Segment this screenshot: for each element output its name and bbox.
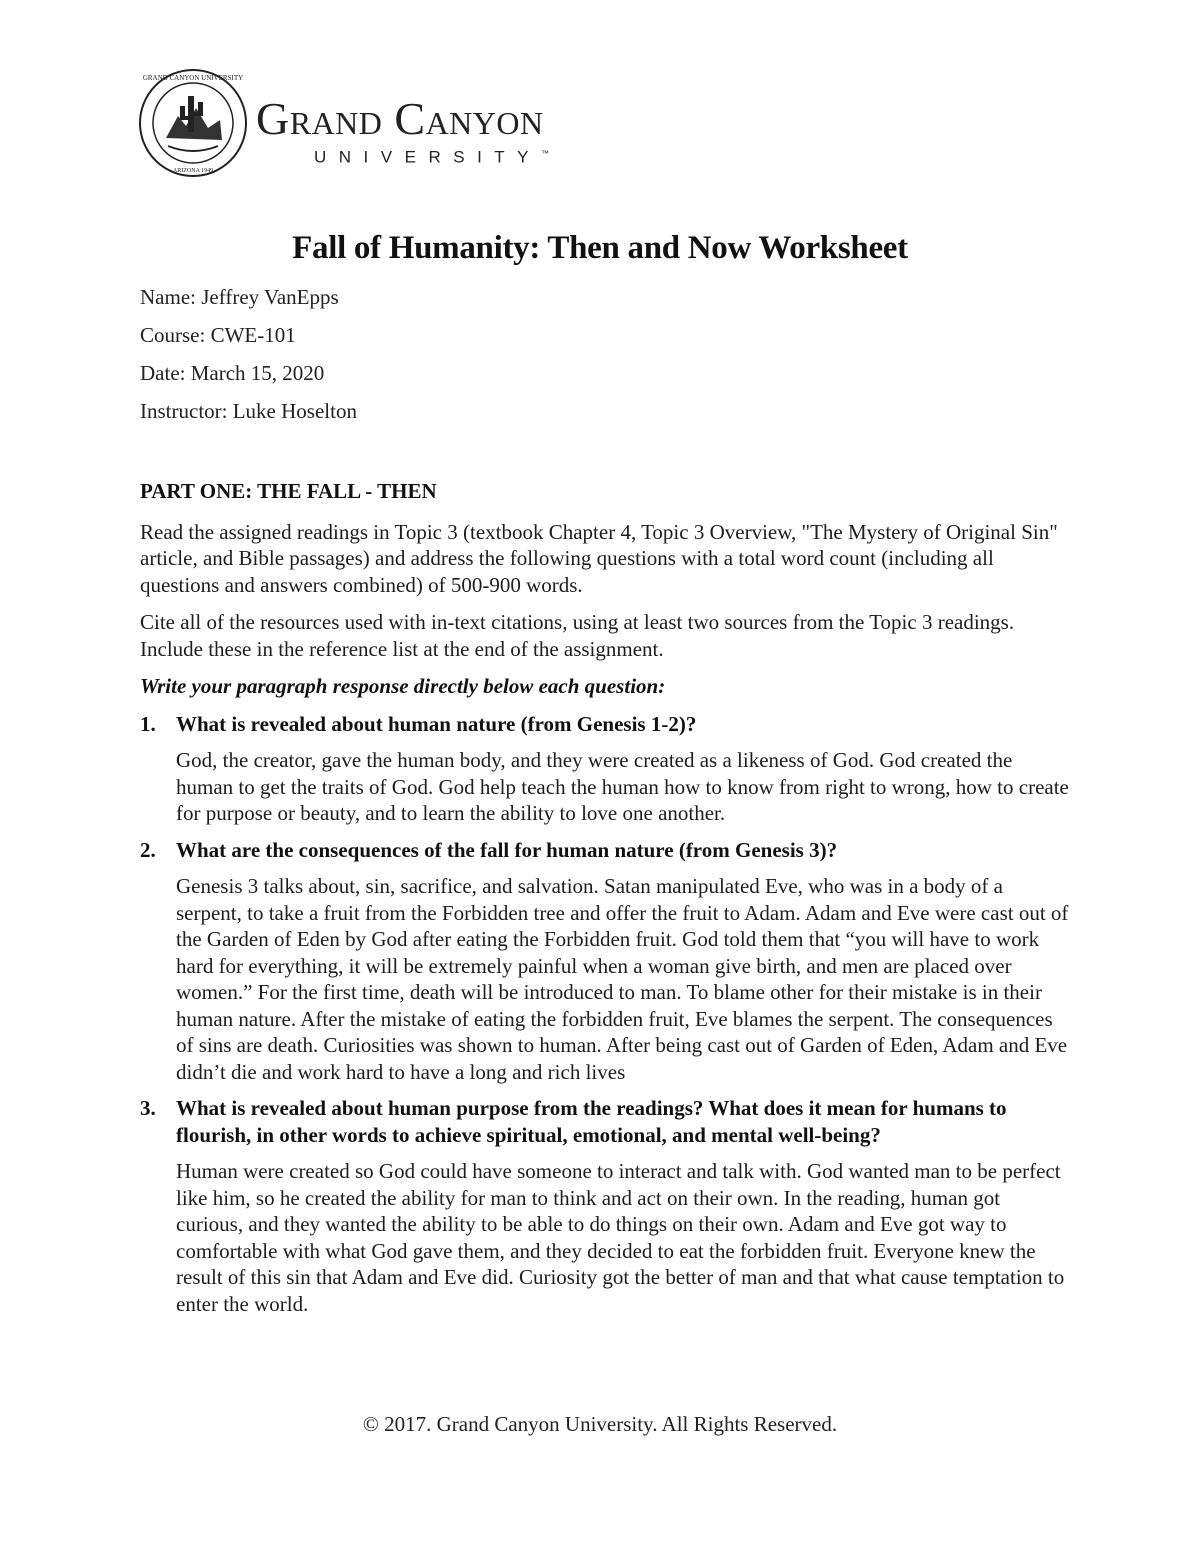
answer-3: Human were created so God could have someone to interact and talk with. God wanted man to be perfect like him, so he created the ability for man to think and act on their own. In the reading, human got curious, and they wanted the ability to be able to do things on their own. Adam and Eve got way to comfortable with what God gave them, and they decided to eat the forbidden fruit. Everyone knew the result of this sin that Adam and Eve did. Curiosity got the better of man and that what cause temptation to enter the world. <box>176 1159 1065 1316</box>
student-info <box>140 284 357 436</box>
university-logo <box>138 68 618 180</box>
part-one-section <box>140 478 1070 1327</box>
svg-text:ARIZONA 1949: ARIZONA 1949 <box>172 168 214 174</box>
copyright-footer: © 2017. Grand Canyon University. All Rights Reserved. <box>362 1412 838 1436</box>
question-3 <box>140 1095 1070 1148</box>
question-1 <box>140 711 1070 738</box>
wordmark-line2: UNIVERSITY™ <box>314 147 550 167</box>
svg-text:GRAND CANYON UNIVERSITY: GRAND CANYON UNIVERSITY <box>142 74 244 82</box>
question-text: What is revealed about human nature (from Genesis 1-2)? <box>176 711 697 736</box>
question-number: 1. <box>140 711 156 736</box>
course: Course: CWE-101 <box>140 323 296 347</box>
response-instruction: Write your paragraph response directly below each question: <box>140 674 666 698</box>
intro-paragraph: Read the assigned readings in Topic 3 (textbook Chapter 4, Topic 3 Overview, "The Mystery of Original Sin" article, and Bible passages) and address the following questions with a total word count (including all questions and answers combined) of 500-900 words. <box>140 519 1058 597</box>
wordmark-line1: Grand Canyon <box>256 93 544 144</box>
university-seal-icon <box>138 68 248 178</box>
question-2 <box>140 837 1070 864</box>
part-one-heading: PART ONE: THE FALL - THEN <box>140 479 437 503</box>
date: Date: March 15, 2020 <box>140 361 325 385</box>
worksheet-title: Fall of Humanity: Then and Now Worksheet <box>292 230 908 266</box>
question-number: 3. <box>140 1096 156 1120</box>
answer-1: God, the creator, gave the human body, and they were created as a likeness of God. God created the human to get the traits of God. God help teach the human how to know from right to wrong, how to create for purpose or beauty, and to learn the ability to love one another. <box>176 748 1069 825</box>
student-name: Name: Jeffrey VanEpps <box>140 285 339 309</box>
question-number: 2. <box>140 837 156 862</box>
university-wordmark <box>256 93 550 168</box>
question-text: What is revealed about human purpose from the readings? What does it mean for humans to flourish, in other words to achieve spiritual, emotional, and mental well-being? <box>176 1096 1007 1147</box>
answer-2: Genesis 3 talks about, sin, sacrifice, and salvation. Satan manipulated Eve, who was in a body of a serpent, to take a fruit from the Forbidden tree and offer the fruit to Adam. Adam and Eve were cast out of the Garden of Eden by God after eating the Forbidden fruit. God told them that “you will have to work hard for everything, it will be extremely painful when a woman give birth, and men are placed over women.” For the first time, death will be introduced to man. To blame other for their mistake is in their human nature. After the mistake of eating the forbidden fruit, Eve blames the serpent. The consequences of sins are death. Curiosities was shown to human. After being cast out of Garden of Eden, Adam and Eve didn’t die and work hard to have a long and rich lives <box>176 874 1069 1084</box>
citation-paragraph: Cite all of the resources used with in-text citations, using at least two sources from the Topic 3 readings. Include these in the reference list at the end of the assignment. <box>140 610 1015 661</box>
instructor: Instructor: Luke Hoselton <box>140 399 357 423</box>
question-text: What are the consequences of the fall for human nature (from Genesis 3)? <box>176 837 838 862</box>
